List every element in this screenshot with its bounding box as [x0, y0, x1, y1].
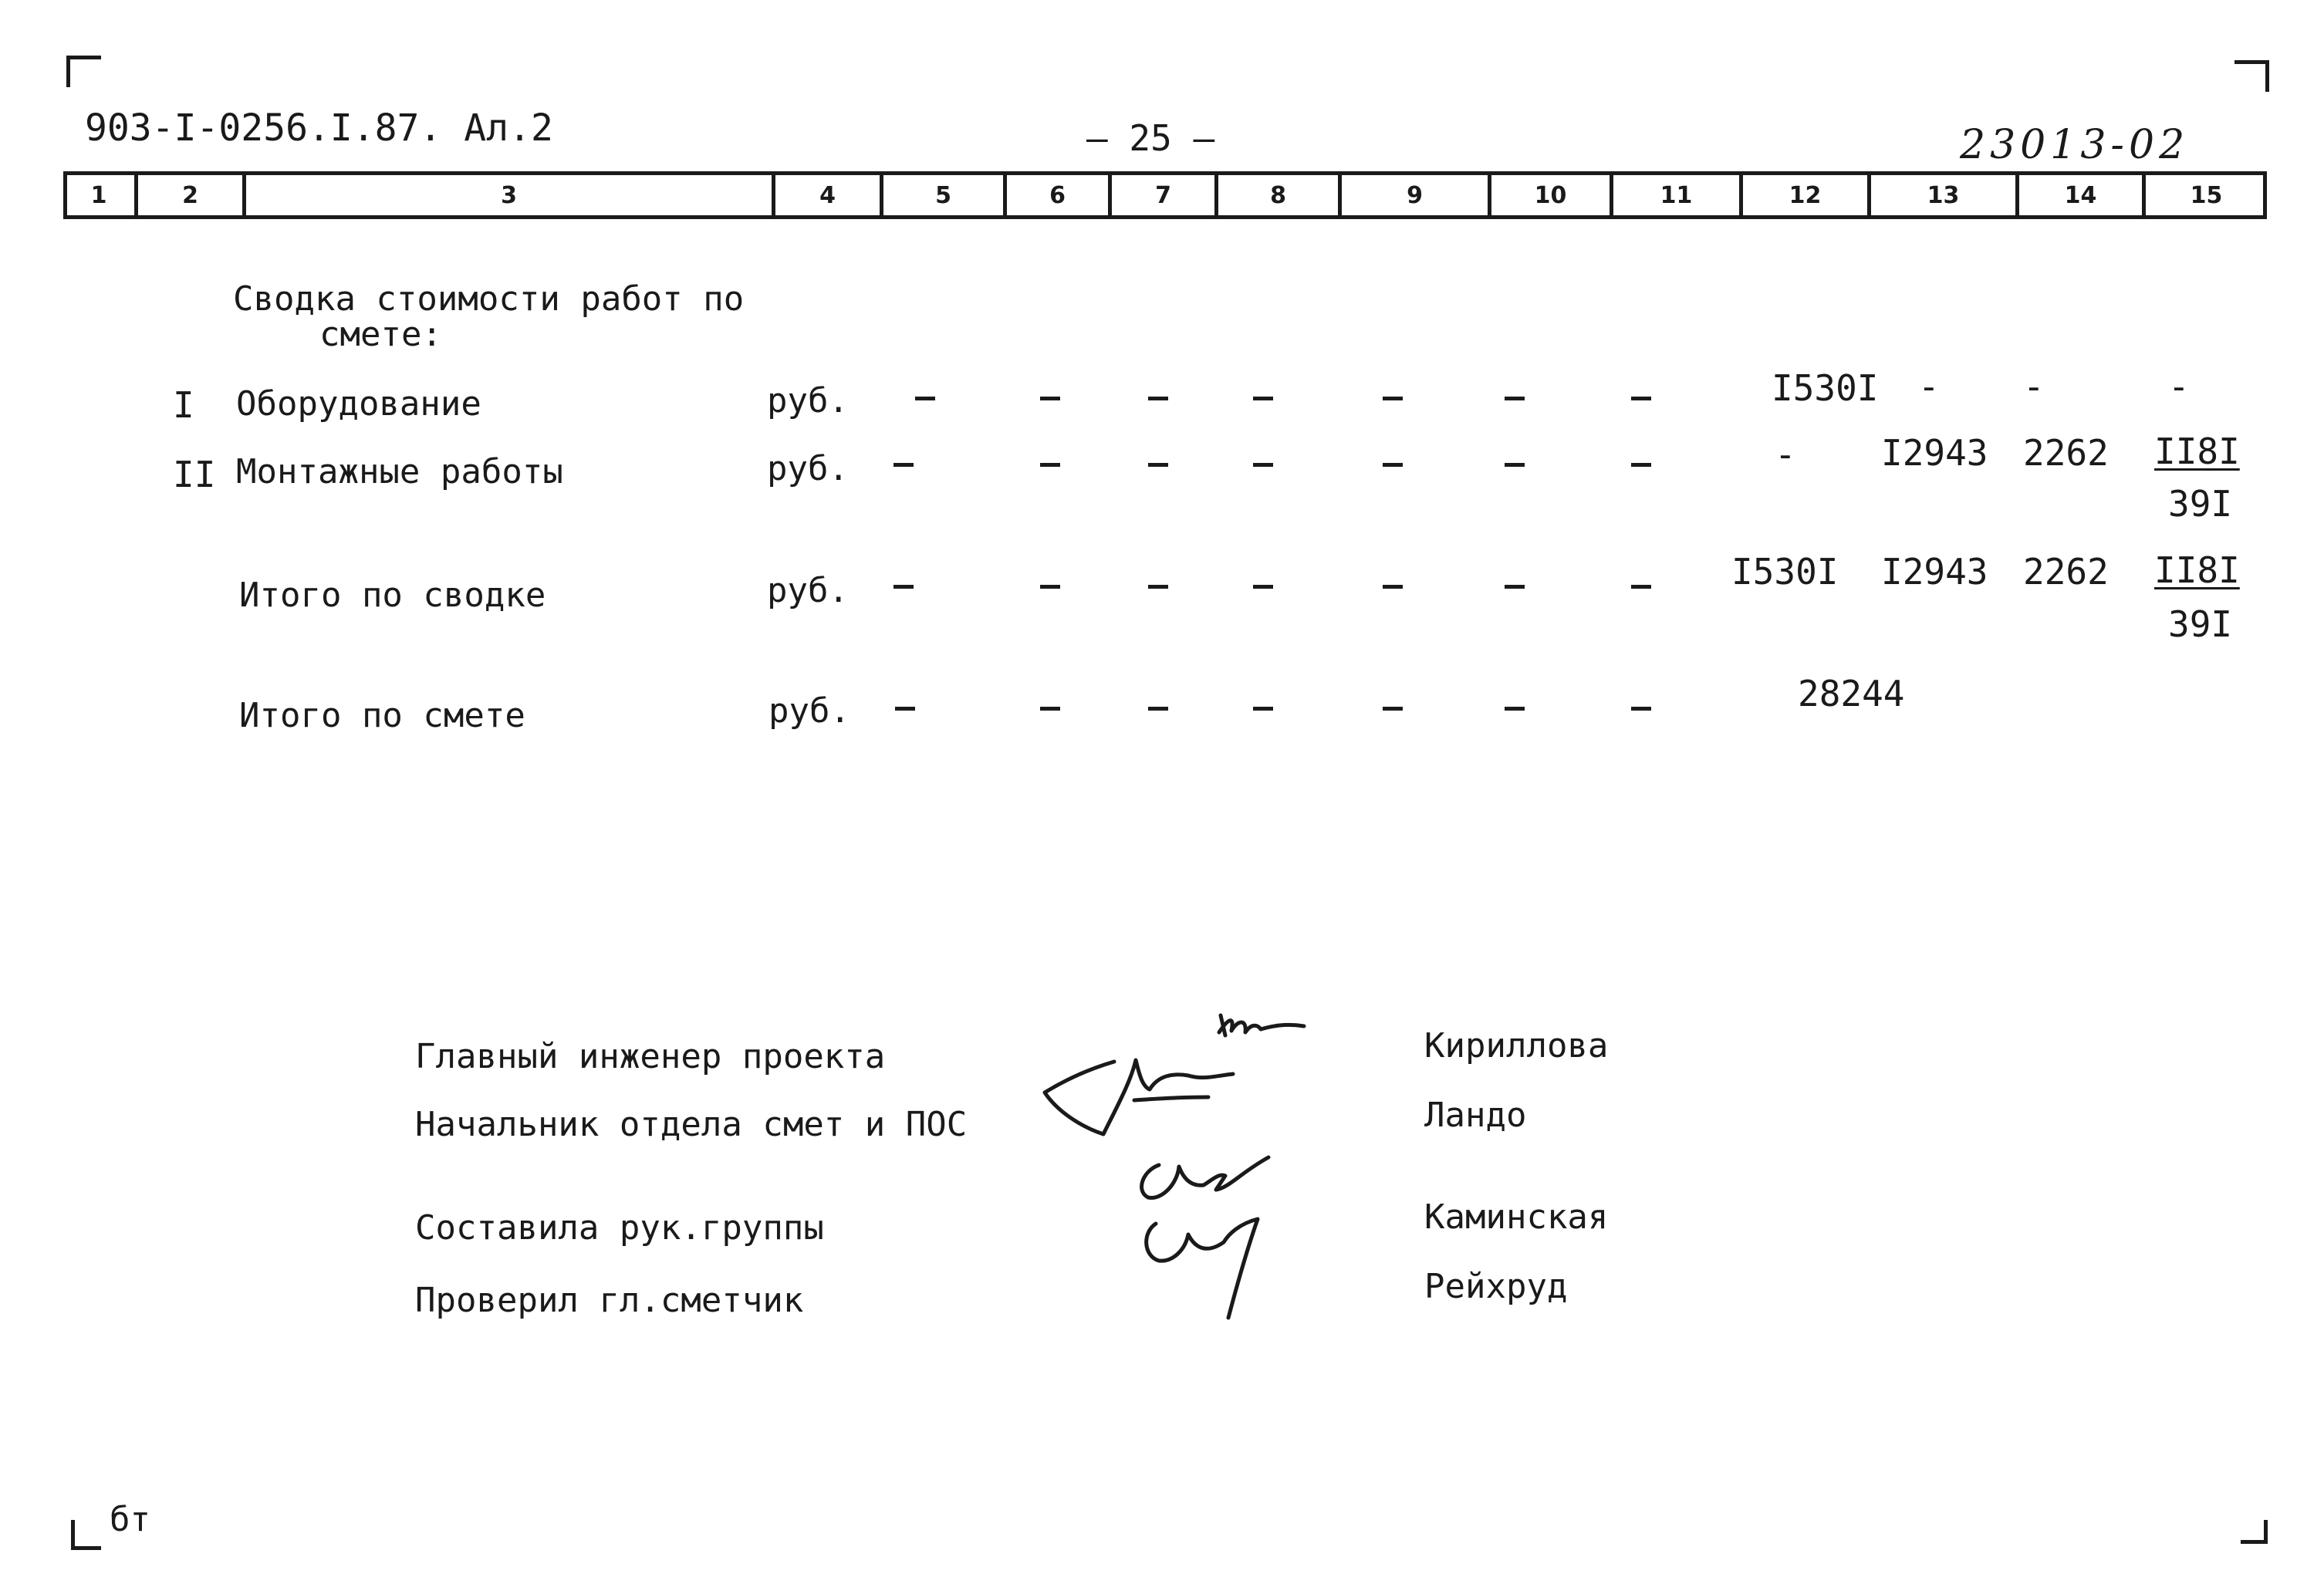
cell-col15: II8I — [2154, 549, 2240, 591]
column-number-12: 12 — [1739, 171, 1867, 219]
signature-kirillova — [1219, 1015, 1304, 1035]
dash-mark — [1040, 707, 1060, 711]
summary-title-line2: смете: — [319, 315, 442, 354]
cell-col12: - — [1775, 434, 1796, 475]
document-number: 23013-02 — [1960, 122, 2190, 168]
dash-mark — [1148, 585, 1168, 589]
corner-mark-top-left — [66, 56, 101, 87]
cell-col14: - — [2023, 366, 2045, 407]
dash-mark — [895, 707, 915, 711]
row-unit: руб. — [767, 381, 849, 420]
dash-mark — [1383, 397, 1403, 400]
corner-mark-bottom-left — [71, 1520, 101, 1550]
dash-mark — [893, 585, 914, 589]
column-number-1: 1 — [90, 181, 107, 209]
column-number-7: 7 — [1108, 171, 1214, 219]
cell-col12: 28244 — [1798, 673, 1905, 714]
dash-mark — [915, 397, 935, 400]
signature-reikhrud — [1147, 1219, 1258, 1318]
row-unit: руб. — [767, 449, 849, 488]
column-number-2: 2 — [134, 171, 242, 219]
document-code: 903-I-0256.I.87. Ал.2 — [85, 106, 553, 150]
column-number-6: 6 — [1003, 171, 1108, 219]
signature-role: Составила рук.группы — [415, 1208, 824, 1248]
row-label: Итого по сводке — [239, 576, 546, 615]
column-number-13: 13 — [1867, 171, 2015, 219]
column-number-10: 10 — [1488, 171, 1610, 219]
dash-mark — [1383, 463, 1403, 467]
corner-mark-bottom-right — [2241, 1520, 2268, 1544]
signature-role: Начальник отдела смет и ПОС — [415, 1105, 968, 1144]
cell-col12: I530I — [1731, 551, 1839, 593]
dash-mark — [1253, 707, 1273, 711]
signature-role: Главный инженер проекта — [415, 1037, 886, 1076]
dash-mark — [1253, 585, 1273, 589]
dash-mark — [1505, 397, 1525, 400]
summary-title: Сводка стоимости работ по — [233, 279, 745, 319]
dash-mark — [1040, 397, 1060, 400]
column-number-14: 14 — [2015, 171, 2142, 219]
cell-col13: I2943 — [1881, 432, 1988, 474]
page-number: — 25 — — [1086, 117, 1215, 159]
row-label: Оборудование — [236, 384, 481, 424]
cell-col15-second-line: 39I — [2168, 603, 2233, 645]
dash-mark — [1383, 585, 1403, 589]
signature-name: Ландо — [1424, 1096, 1527, 1135]
column-number-8: 8 — [1214, 171, 1338, 219]
dash-mark — [1040, 585, 1060, 589]
dash-mark — [1148, 463, 1168, 467]
column-number-4: 4 — [772, 171, 880, 219]
dash-mark — [1631, 585, 1651, 589]
dash-mark — [893, 463, 914, 467]
column-number-15: 15 — [2142, 171, 2267, 219]
cell-col12: I530I — [1772, 367, 1879, 409]
cell-col15-second-line: 39I — [2168, 483, 2233, 525]
dash-mark — [1505, 463, 1525, 467]
cell-col15: - — [2168, 366, 2190, 407]
signature-kaminskaya — [1142, 1157, 1268, 1197]
signature-name: Кириллова — [1424, 1026, 1609, 1065]
row-unit: руб. — [768, 691, 850, 731]
cell-col13: I2943 — [1881, 551, 1988, 593]
dash-mark — [1505, 707, 1525, 711]
row-index: I — [173, 384, 194, 426]
column-number-5: 5 — [880, 171, 1003, 219]
column-number-11: 11 — [1610, 171, 1739, 219]
signature-name: Рейхруд — [1424, 1267, 1568, 1306]
signature-name: Каминская — [1424, 1197, 1609, 1237]
column-number-9: 9 — [1338, 171, 1488, 219]
dash-mark — [1148, 397, 1168, 400]
dash-mark — [1253, 463, 1273, 467]
row-unit: руб. — [767, 571, 849, 610]
row-index: II — [173, 454, 216, 495]
cell-col15: II8I — [2154, 431, 2240, 472]
dash-mark — [1253, 397, 1273, 400]
handwritten-signatures — [1026, 995, 1489, 1381]
dash-mark — [1148, 707, 1168, 711]
dash-mark — [1631, 397, 1651, 400]
signature-lando — [1045, 1060, 1233, 1134]
dash-mark — [1505, 585, 1525, 589]
row-label: Монтажные работы — [236, 452, 563, 491]
footer-mark: бт — [110, 1500, 150, 1539]
dash-mark — [1040, 463, 1060, 467]
row-label: Итого по смете — [239, 696, 525, 735]
dash-mark — [1631, 707, 1651, 711]
cell-col14: 2262 — [2023, 432, 2109, 474]
dash-mark — [1631, 463, 1651, 467]
cell-col14: 2262 — [2023, 551, 2109, 593]
signature-role: Проверил гл.сметчик — [415, 1281, 804, 1320]
dash-mark — [1383, 707, 1403, 711]
cell-col13: - — [1918, 366, 1940, 407]
corner-mark-top-right — [2234, 60, 2269, 92]
column-number-3: 3 — [242, 171, 772, 219]
